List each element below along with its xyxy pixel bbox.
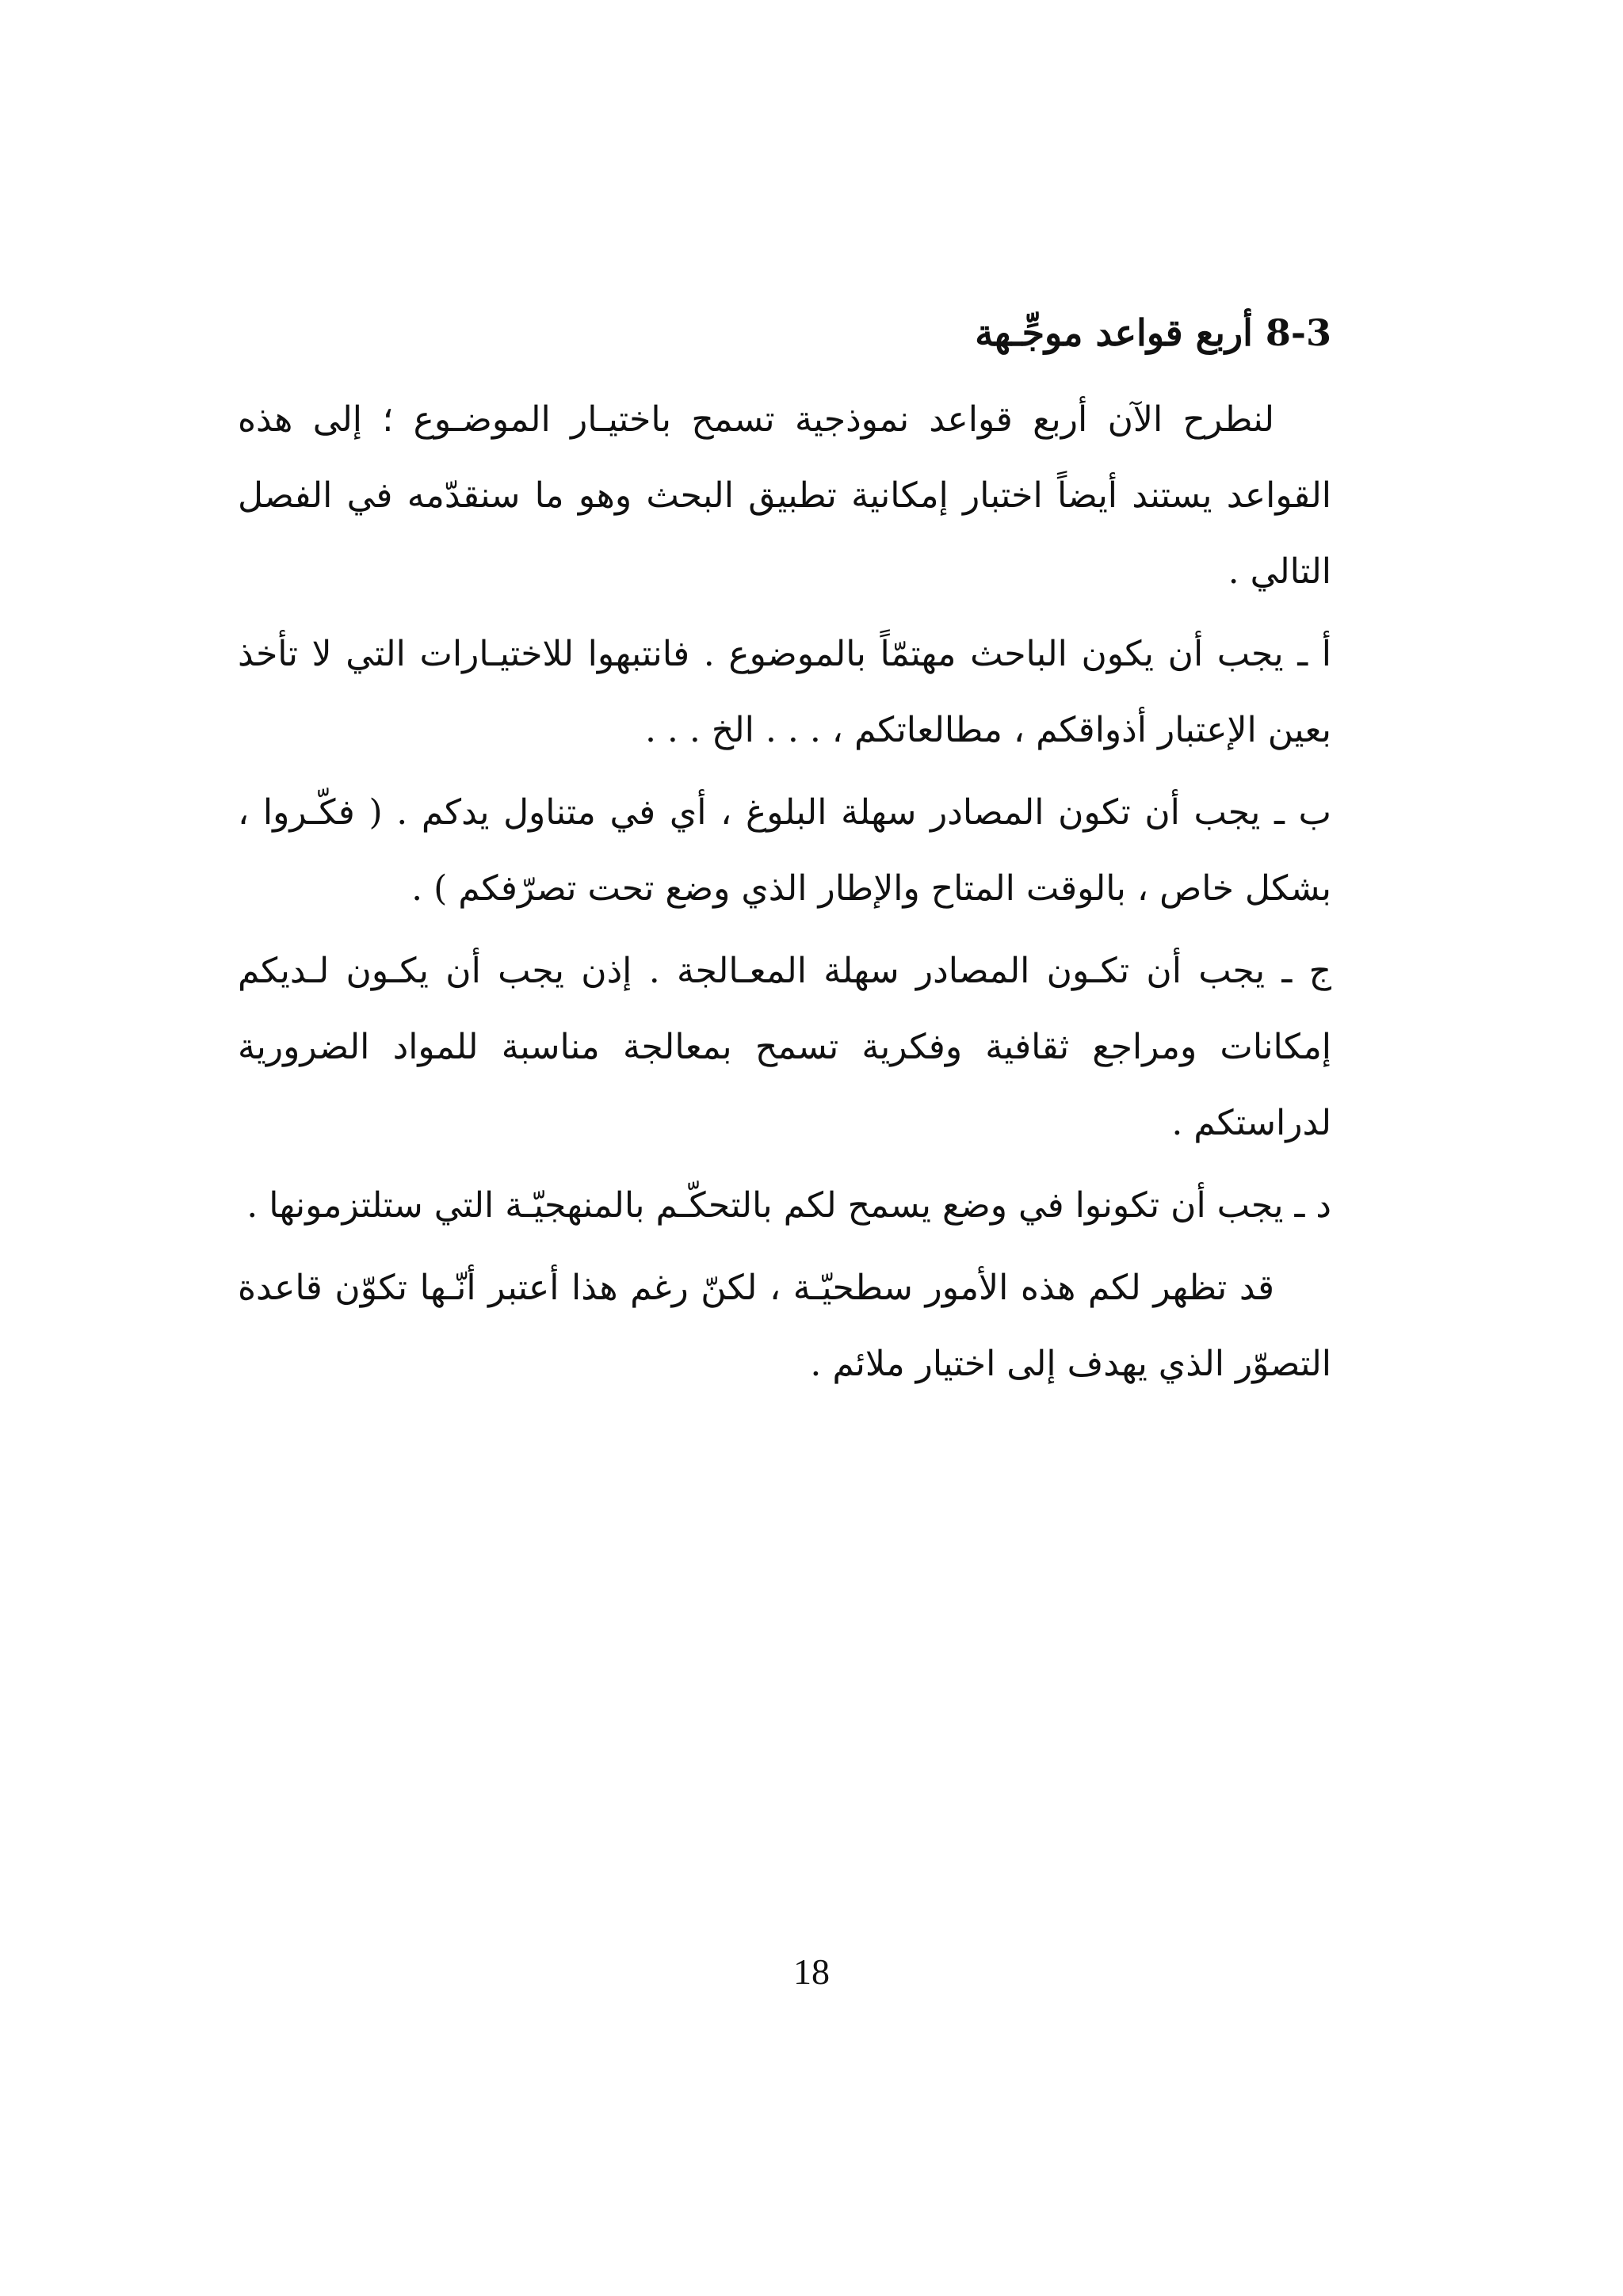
closing-paragraph: قد تظهر لكم هذه الأمور سطحيّـة ، لكنّ رغم هذا أعتبر أنّـها تكوّن قاعدة التصوّر الذي يهدف إلى اختيار ملائم . bbox=[238, 1268, 1331, 1384]
rule-text-c: يجب أن تكـون المصادر سهلة المعـالجة . إذن يجب أن يكـون لـديكم إمكانات ومراجع ثقافية وفكرية تسمح بمعالجة مناسبة للمواد الضرورية لدراستكم . bbox=[238, 951, 1331, 1143]
rule-marker-c: ج ـ bbox=[1281, 951, 1331, 991]
rule-item-c bbox=[238, 933, 1331, 1161]
rule-text-a: يجب أن يكون الباحث مهتمّاً بالموضوع . فانتبهوا للاختيـارات التي لا تأخذ بعين الإعتبار أذواقكم ، مطالعاتكم ، . . . الخ . . . bbox=[238, 634, 1331, 750]
rule-marker-a: أ ـ bbox=[1297, 634, 1332, 674]
rule-text-d: يجب أن تكونوا في وضع يسمح لكم بالتحكّـم بالمنهجيّـة التي ستلتزمونها . bbox=[246, 1185, 1284, 1226]
section-heading: 8-3 أربع قواعد موجِّـهة bbox=[975, 311, 1331, 354]
section-body bbox=[238, 295, 1331, 1409]
rule-marker-b: ب ـ bbox=[1274, 792, 1331, 833]
rule-text-b: يجب أن تكون المصادر سهلة البلوغ ، أي في متناول يدكم . ( فكّـروا ، بشكل خاص ، بالوقت المتاح والإطار الذي وضع تحت تصرّفكم ) . bbox=[238, 792, 1331, 909]
rule-item-d bbox=[238, 1168, 1331, 1244]
rule-marker-d: د ـ bbox=[1294, 1185, 1331, 1226]
page-number: 18 bbox=[793, 1951, 830, 1992]
rule-item-a bbox=[238, 616, 1331, 769]
rule-item-b bbox=[238, 775, 1331, 927]
intro-paragraph: لنطرح الآن أربع قواعد نموذجية تسمح باختيـار الموضـوع ؛ إلى هذه القواعد يستند أيضاً اختبار إمكانية تطبيق البحث وهو ما سنقدّمه في الفصل التالي . bbox=[238, 399, 1331, 592]
